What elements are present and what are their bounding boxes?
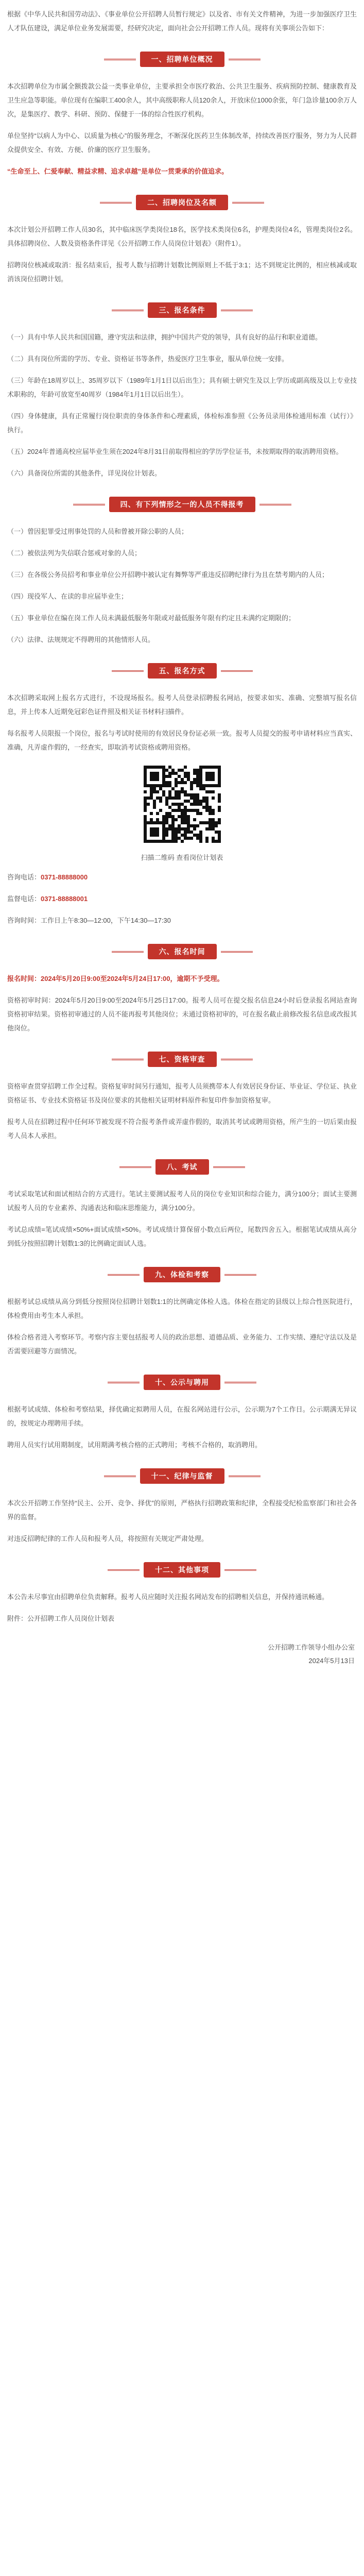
header-divider-left	[100, 202, 132, 204]
signature-block	[7, 1641, 355, 1668]
section-title: 九、体检和考察	[144, 1267, 220, 1282]
header-divider-left	[108, 1274, 140, 1276]
paragraph: 资格初审时间：2024年5月20日9:00至2024年5月25日17:00。报考人员可在提交报名信息24小时后登录报名网站查询资格初审结果。资格初审通过的人员不能再报考其他岗位；未通过资格初审的，可在报名截止前修改报名信息或改报其他岗位。	[7, 996, 357, 1032]
section-title: 六、报名时间	[148, 944, 217, 959]
highlighted-paragraph: “生命至上、仁爱奉献、精益求精、追求卓越”是单位一贯秉承的价值追求。	[7, 167, 229, 175]
paragraph: 聘用人员实行试用期制度，试用期满考核合格的正式聘用；考核不合格的，取消聘用。	[7, 1441, 262, 1449]
section-header	[7, 1375, 357, 1390]
contact-line	[7, 870, 357, 884]
paragraph: 本公告未尽事宜由招聘单位负责解释。报考人员应随时关注报名网站发布的招聘相关信息，并保持通讯畅通。	[7, 1593, 329, 1601]
paragraph: （六）法律、法规规定不得聘用的其他情形人员。	[7, 636, 155, 643]
section-header	[7, 302, 357, 318]
section-header	[7, 1468, 357, 1484]
header-divider-right	[221, 670, 253, 672]
header-divider-left	[112, 951, 144, 953]
signature-date: 2024年5月13日	[308, 1657, 355, 1665]
contact-line	[7, 892, 357, 906]
highlighted-paragraph: 报名时间：2024年5月20日9:00至2024年5月24日17:00，逾期不予受理。	[7, 975, 224, 982]
phone-label: 咨询电话：	[7, 873, 41, 881]
header-divider-left	[112, 670, 144, 672]
section-title: 十二、其他事项	[144, 1562, 220, 1578]
section-header	[7, 52, 357, 67]
header-divider-right	[229, 59, 261, 60]
consult-phone[interactable]: 0371-88888000	[41, 873, 88, 881]
header-divider-right	[221, 310, 253, 311]
paragraph: 根据考试总成绩从高分到低分按照岗位招聘计划数1:1的比例确定体检人选。体检在指定的县级以上综合性医院进行，体检费用由考生本人承担。	[7, 1298, 357, 1319]
header-divider-right	[232, 202, 264, 204]
header-divider-right	[221, 1059, 253, 1060]
paragraph: 本次公开招聘工作坚持“民主、公开、竞争、择优”的原则，严格执行招聘政策和纪律，全程接受纪检监察部门和社会各界的监督。	[7, 1499, 357, 1521]
header-divider-right	[224, 1569, 256, 1571]
paragraph: 体检合格者进入考察环节。考察内容主要包括报考人员的政治思想、道德品质、业务能力、工作实绩、遵纪守法以及是否需要回避等方面情况。	[7, 1333, 357, 1355]
section-title: 三、报名条件	[148, 302, 217, 318]
section-title: 十、公示与聘用	[144, 1375, 220, 1390]
paragraph: 资格审查贯穿招聘工作全过程。资格复审时间另行通知，报考人员须携带本人有效居民身份证、毕业证、学位证、执业资格证书、专业技术资格证书及岗位要求的其他相关证明材料原件和复印件参加资格复审。	[7, 1082, 357, 1104]
paragraph: 考试采取笔试和面试相结合的方式进行。笔试主要测试报考人员的岗位专业知识和综合能力，满分100分；面试主要测试报考人员的专业素养、沟通表达和临床思维能力，满分100分。	[7, 1190, 357, 1212]
paragraph: （三）在各级公务员招考和事业单位公开招聘中被认定有舞弊等严重违反招聘纪律行为且在禁考期内的人员；	[7, 571, 329, 579]
header-divider-left	[112, 1059, 144, 1060]
paragraph: （一）具有中华人民共和国国籍，遵守宪法和法律，拥护中国共产党的领导，具有良好的品行和职业道德。	[7, 333, 322, 341]
paragraph: 本次招聘采取网上报名方式进行，不设现场报名。报考人员登录招聘报名网站，按要求如实、准确、完整填写报名信息，并上传本人近期免冠彩色证件照及相关证书材料扫描件。	[7, 694, 357, 716]
paragraph: 单位坚持“以病人为中心、以质量为核心”的服务理念，不断深化医药卫生体制改革，持续改善医疗服务，努力为人民群众提供安全、有效、方便、价廉的医疗卫生服务。	[7, 132, 357, 154]
paragraph: （二）具有岗位所需的学历、专业、资格证书等条件，热爱医疗卫生事业，服从单位统一安排。	[7, 355, 289, 363]
header-divider-right	[229, 1476, 261, 1477]
qr-code-icon[interactable]	[140, 762, 224, 846]
header-divider-right	[213, 1166, 245, 1168]
paragraph: （四）身体健康，具有正常履行岗位职责的身体条件和心理素质，体检标准参照《公务员录用体检通用标准（试行）》执行。	[7, 412, 357, 434]
header-divider-left	[119, 1166, 151, 1168]
paragraph: 本次计划公开招聘工作人员30名，其中临床医学类岗位18名，医学技术类岗位6名，护理类岗位4名，管理类岗位2名。具体招聘岗位、人数及资格条件详见《公开招聘工作人员岗位计划表》（附件1）。	[7, 226, 357, 247]
section-header	[7, 1052, 357, 1067]
section-header	[7, 1562, 357, 1578]
section-title: 五、报名方式	[148, 663, 217, 679]
qr-code-block	[7, 762, 357, 849]
section-title: 二、招聘岗位及名额	[136, 195, 228, 210]
paragraph: （三）年龄在18周岁以上、35周岁以下（1989年1月1日以后出生）；具有硕士研究生及以上学历或副高级及以上专业技术职称的，年龄可放宽至40周岁（1984年1月1日以后出生）。	[7, 377, 357, 398]
paragraph: （五）事业单位在编在岗工作人员未满最低服务年限或对最低服务年限有约定且未满约定期限的；	[7, 614, 296, 622]
header-divider-left	[104, 1476, 136, 1477]
section-header	[7, 195, 357, 210]
paragraph: 根据考试成绩、体检和考察结果，择优确定拟聘用人员，在报名网站进行公示，公示期为7个工作日。公示期满无异议的，按规定办理聘用手续。	[7, 1405, 357, 1427]
section-title: 八、考试	[155, 1159, 209, 1175]
signature-org: 公开招聘工作领导小组办公室	[267, 1643, 355, 1651]
section-title: 七、资格审查	[148, 1052, 217, 1067]
supervise-label: 监督电话：	[7, 895, 41, 903]
intro-paragraph: 根据《中华人民共和国劳动法》、《事业单位公开招聘人员暂行规定》以及省、市有关文件精神，为进一步加强医疗卫生人才队伍建设，满足单位业务发展需要，经研究决定，面向社会公开招聘工作人员。现将有关事项公告如下：	[7, 10, 357, 32]
header-divider-left	[108, 1382, 140, 1383]
section-title: 一、招聘单位概况	[140, 52, 224, 67]
paragraph: 招聘岗位核减或取消：报名结束后，报考人数与招聘计划数比例原则上不低于3:1；达不到规定比例的，相应核减或取消该岗位招聘计划。	[7, 261, 357, 283]
section-title: 四、有下列情形之一的人员不得报考	[109, 497, 255, 512]
header-divider-right	[221, 951, 253, 953]
section-header	[7, 663, 357, 679]
header-divider-right	[259, 504, 291, 505]
section-header	[7, 497, 357, 512]
paragraph: （四）现役军人、在读的非应届毕业生；	[7, 592, 128, 600]
paragraph: 每名报考人员限报一个岗位，报名与考试时使用的有效居民身份证必须一致。报考人员提交的报考申请材料应当真实、准确，凡弄虚作假的，一经查实，即取消考试资格或聘用资格。	[7, 730, 357, 751]
header-divider-left	[104, 59, 136, 60]
qr-caption: 扫描二维码 查看岗位计划表	[141, 854, 223, 861]
header-divider-right	[224, 1274, 256, 1276]
section-header	[7, 1267, 357, 1282]
supervise-phone[interactable]: 0371-88888001	[41, 895, 88, 903]
section-title: 十一、纪律与监督	[140, 1468, 224, 1484]
section-header	[7, 944, 357, 959]
paragraph: （二）被依法列为失信联合惩戒对象的人员；	[7, 549, 142, 557]
section-header	[7, 1159, 357, 1175]
consult-time: 咨询时间：工作日上午8:30—12:00，下午14:30—17:30	[7, 917, 171, 924]
attachment-link[interactable]: 附件：公开招聘工作人员岗位计划表	[7, 1615, 115, 1622]
paragraph: （六）具备岗位所需的其他条件，详见岗位计划表。	[7, 469, 162, 477]
header-divider-left	[73, 504, 105, 505]
paragraph: 对违反招聘纪律的工作人员和报考人员，将按照有关规定严肃处理。	[7, 1535, 209, 1543]
paragraph: （五）2024年普通高校应届毕业生须在2024年8月31日前取得相应的学历学位证书，未按期取得的取消聘用资格。	[7, 448, 343, 455]
header-divider-left	[112, 310, 144, 311]
header-divider-right	[224, 1382, 256, 1383]
paragraph: 考试总成绩=笔试成绩×50%+面试成绩×50%。考试成绩计算保留小数点后两位，尾数四舍五入。根据笔试成绩从高分到低分按照招聘计划数1:3的比例确定面试人选。	[7, 1226, 357, 1247]
header-divider-left	[108, 1569, 140, 1571]
paragraph: （一）曾因犯罪受过刑事处罚的人员和曾被开除公职的人员；	[7, 528, 188, 535]
paragraph: 报考人员在招聘过程中任何环节被发现不符合报考条件或弄虚作假的，取消其考试或聘用资格，所产生的一切后果由报考人员本人承担。	[7, 1118, 357, 1140]
paragraph: 本次招聘单位为市属全额拨款公益一类事业单位，主要承担全市医疗救治、公共卫生服务、疾病预防控制、健康教育及卫生应急等职能。单位现有在编职工400余人，其中高级职称人员120余人，开放床位1000余张，年门急诊量100余万人次，是集医疗、教学、科研、预防、保健于一体的综合性医疗机构。	[7, 82, 357, 118]
